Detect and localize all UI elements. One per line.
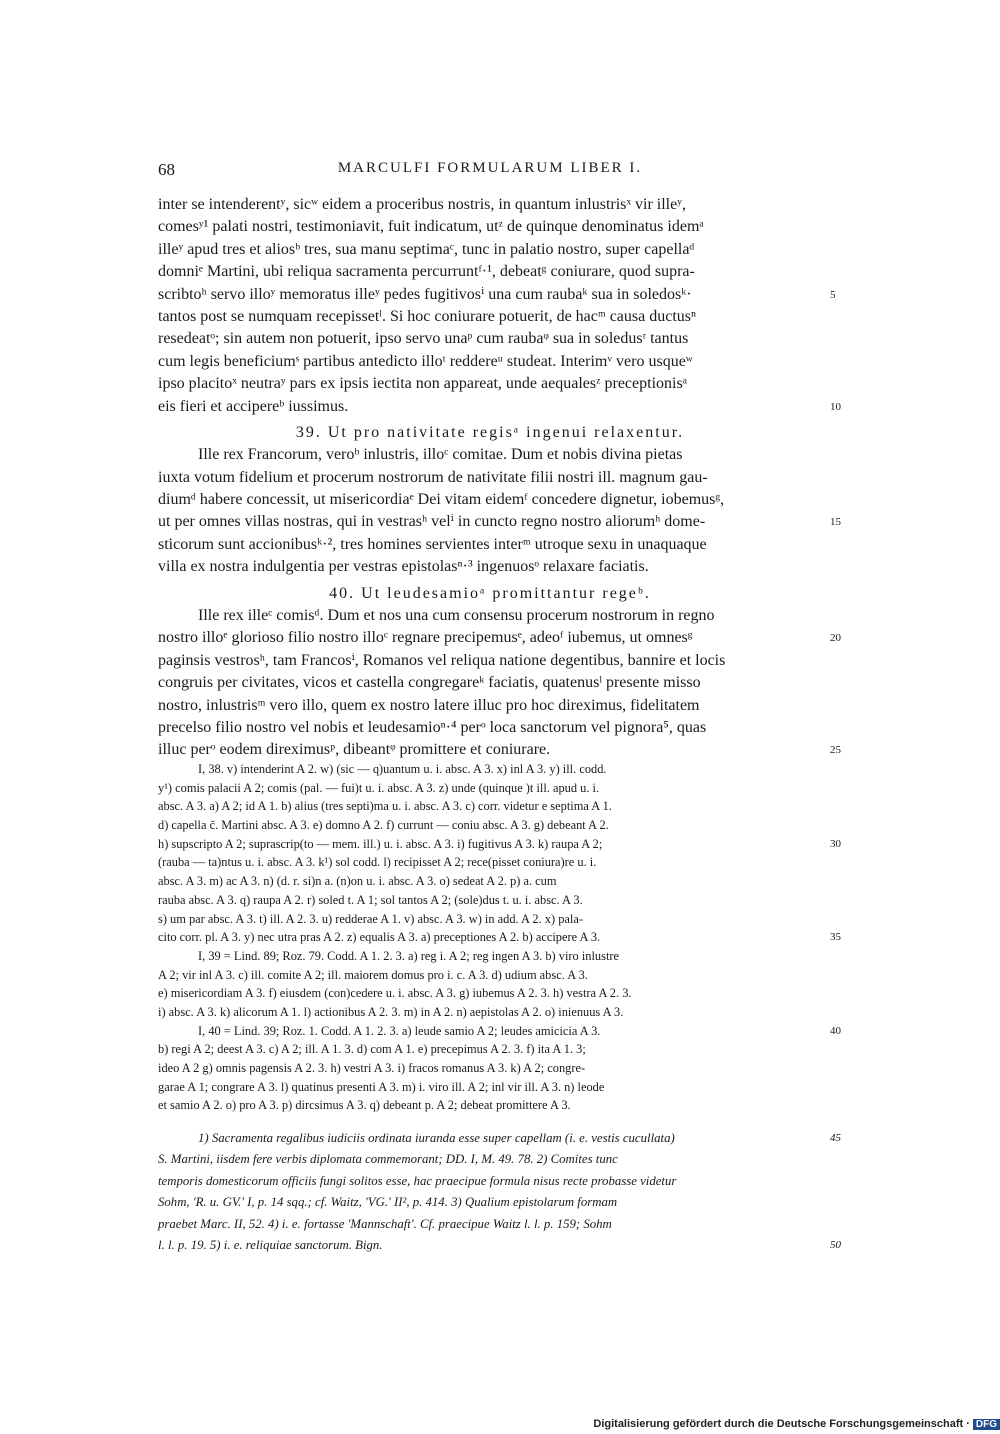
text-line (158, 1128, 841, 1149)
text-line (158, 627, 841, 649)
section-40-body (158, 605, 841, 762)
line-text: illeʸ apud tres et aliosᵇ tres, sua manu septimaᶜ, tunc in palatio nostro, super capellaᵈ (158, 240, 695, 258)
text-line (158, 853, 822, 872)
text-line (158, 444, 822, 466)
critical-apparatus (158, 760, 841, 1115)
line-text: b) regi A 2; deest A 3. c) A 2; ill. A 1. 3. d) com A 1. e) precepimus A 2. 3. f) ita A 1. 3; (158, 1042, 586, 1057)
text-line (158, 891, 822, 910)
line-text: comesʸ¹ palati nostri, testimoniavit, fuit indicatum, utᶻ de quinque denominatus idemᵃ (158, 218, 704, 236)
line-text: y¹) comis palacii A 2; comis (pal. — fui)t u. i. absc. A 3. z) unde (quinque )t ill. apud u. i. (158, 780, 600, 795)
line-text: inter se intenderentʸ, sicʷ eidem a proceribus nostris, in quantum inlustrisˣ vir illeʸ, (158, 196, 686, 213)
running-head: MARCULFI FORMULARUM LIBER I. (337, 160, 643, 176)
text-line (158, 928, 841, 947)
line-text: ideo A 2 g) omnis pagensis A 2. 3. h) vestri A 3. i) fracos romanus A 3. k) A 2; congre- (158, 1061, 586, 1075)
line-text: Sohm, 'R. u. GV.' I, p. 14 sqq.; cf. Waitz, 'VG.' II², p. 414. 3) Qualium epistolarum formam (158, 1195, 618, 1210)
line-text: paginsis vestrosʰ, tam Francosⁱ, Romanos vel reliqua natione degentibus, bannire et locis (158, 651, 726, 669)
line-text: ut per omnes villas nostras, qui in vestrasʰ velⁱ in cuncto regno nostro aliorumʰ dome- (158, 513, 706, 531)
text-line (158, 797, 822, 816)
line-text: cito corr. pl. A 3. y) nec utra pras A 2. z) equalis A 3. a) preceptiones A 2. b) accipere A 3. (158, 930, 601, 945)
text-line (158, 194, 822, 216)
line-text: et samio A 2. o) pro A 3. p) dircsimus A 3. q) debeant p. A 2; debeat promittere A 3. (158, 1098, 571, 1113)
line-number: 30 (830, 837, 841, 850)
line-number: 5 (830, 288, 836, 301)
line-text: diumᵈ habere concessit, ut misericordiaᵉ Dei vitam eidemᶠ concedere dignetur, iobemusᵍ, (158, 491, 725, 509)
text-line (158, 467, 822, 489)
text-line (158, 261, 822, 283)
text-line (158, 489, 822, 511)
text-line (158, 216, 822, 238)
text-line (158, 1078, 822, 1097)
line-text: nostro, inlustrisᵐ vero illo, quem ex nostro latere illuc pro hoc direximus, fidelitatem (158, 696, 700, 714)
section-40-title: 40. Ut leudesamioᵃ promittantur regeᵇ. (329, 584, 651, 602)
line-text: l. l. p. 19. 5) i. e. reliquiae sanctorum. Bign. (158, 1237, 383, 1252)
page-number: 68 (158, 160, 175, 179)
line-number: 35 (830, 931, 841, 944)
dfg-logo: DFG (973, 1419, 1000, 1430)
line-number: 15 (830, 516, 841, 529)
text-line (158, 1235, 841, 1256)
line-text: i) absc. A 3. k) alicorum A 1. l) actionibus A 2. 3. m) in A 2. n) aepistolas A 2. o) inienuus A 3. (158, 1004, 624, 1019)
line-text: d) capella č. Martini absc. A 3. e) domno A 2. f) currunt — coniu absc. A 3. g) debeant A 2. (158, 818, 609, 833)
line-text: absc. A 3. a) A 2; id A 1. b) alius (tres septi)ma u. i. absc. A 3. c) corr. videtur e septima A 1. (158, 799, 612, 814)
text-line (158, 695, 822, 717)
text-line (158, 1022, 841, 1041)
line-text: garae A 1; congrare A 3. l) quatinus presenti A 3. m) i. viro ill. A 2; inl vir ill. A 3. n) leode (158, 1079, 605, 1094)
line-text: S. Martini, iisdem fere verbis diplomata commemorant; DD. I, M. 49. 78. 2) Comites tunc (158, 1152, 618, 1167)
footnotes (158, 1128, 841, 1256)
section-40-title-line (158, 583, 822, 605)
line-text: temporis domesticorum officiis fungi solitos esse, hac praecipue formula nisus recte probasse videtur (158, 1173, 677, 1188)
text-line (158, 672, 822, 694)
text-line (158, 947, 822, 966)
section-39-body (158, 444, 841, 578)
line-text: h) supscripto A 2; suprascrip(to — mem. ill.) u. i. absc. A 3. i) fugitivus A 3. k) raupa A 2; (158, 836, 603, 851)
line-text: s) um par absc. A 3. t) ill. A 2. 3. u) redderae A 1. v) absc. A 3. w) in add. A 2. x) pala- (158, 911, 583, 926)
text-line (158, 556, 822, 578)
text-line (158, 1040, 822, 1059)
text-line (158, 966, 822, 985)
text-line (158, 1096, 822, 1115)
line-text: eis fieri et accipereᵇ iussimus. (158, 397, 349, 415)
line-text: rauba absc. A 3. q) raupa A 2. r) soled t. A 1; sol tantos A 2; (sole)dus t. u. i. absc. A 3. (158, 892, 583, 907)
line-text: congruis per civitates, vicos et castella congregareᵏ faciatis, quatenusˡ presente misso (158, 674, 701, 692)
text-line (158, 1059, 822, 1078)
line-text: (rauba — ta)ntus u. i. absc. A 3. k¹) sol codd. l) recipisset A 2; rece(pisset coniura)re u. i. (158, 855, 597, 870)
line-text: I, 38. v) intenderint A 2. w) (sic — q)uantum u. i. absc. A 3. x) inl A 3. y) ill. codd. (198, 762, 607, 776)
line-number: 20 (830, 632, 841, 645)
line-text: domniᵉ Martini, ubi reliqua sacramenta percurruntᶠ·¹, debeatᵍ coniurare, quod supra- (158, 263, 695, 281)
section-39-title-line (158, 422, 822, 444)
section-39-title: 39. Ut pro nativitate regisᵃ ingenui relaxentur. (295, 423, 685, 441)
line-text: I, 39 = Lind. 89; Roz. 79. Codd. A 1. 2. 3. a) reg i. A 2; reg ingen A 3. b) viro inlustre (198, 948, 620, 963)
page-footer (560, 1418, 1000, 1434)
line-text: I, 40 = Lind. 39; Roz. 1. Codd. A 1. 2. 3. a) leude samio A 2; leudes amicicia A 3. (198, 1023, 601, 1038)
line-number: 10 (830, 400, 841, 413)
text-line (158, 779, 822, 798)
text-line (158, 717, 822, 739)
text-line (158, 1214, 822, 1235)
line-text: e) misericordiam A 3. f) eiusdem (con)cedere u. i. absc. A 3. g) iubemus A 2. 3. h) vestra A 2. 3. (158, 986, 632, 1001)
line-text: illuc perᵒ eodem direximusᵖ, dibeantᵠ promittere et coniurare. (158, 741, 551, 759)
text-line (158, 1192, 822, 1213)
line-number: 45 (830, 1132, 841, 1144)
text-line (158, 605, 822, 627)
line-text: iuxta votum fidelium et procerum nostrorum de nativitate filii nostri ill. magnum gau- (158, 468, 708, 486)
text-line (158, 1171, 822, 1192)
main-text (158, 194, 841, 762)
line-text: scribtoʰ servo illoʸ memoratus illeʸ pedes fugitivosⁱ una cum raubaᵏ sua in soledosᵏ· (158, 285, 692, 303)
text-line (158, 650, 822, 672)
line-text: sticorum sunt accionibusᵏ·², tres homines servientes interᵐ utroque sexu in unaquaque (158, 535, 707, 553)
line-text: precelso filio nostro vel nobis et leudesamioⁿ·⁴ perᵒ loca sanctorum vel pignora⁵, quas (158, 718, 707, 736)
text-line (158, 284, 836, 306)
text-line (158, 835, 841, 854)
line-text: Ille rex Francorum, veroᵇ inlustris, illoᶜ comitae. Dum et nobis divina pietas (198, 446, 683, 464)
line-text: A 2; vir inl A 3. c) ill. comite A 2; ill. maiorem domus pro i. c. A 3. d) udium absc. A 3. (158, 967, 588, 982)
text-line (158, 872, 822, 891)
text-line (158, 373, 822, 395)
text-line (158, 396, 841, 418)
line-number: 25 (830, 744, 841, 757)
text-line (158, 534, 822, 556)
line-text: ipso placitoˣ neutraʸ pars ex ipsis iectita non appareat, unde aequalesᶻ preceptionisᵃ (158, 375, 688, 393)
line-text: tantos post se numquam recepissetˡ. Si hoc coniurare potuerit, de hacᵐ causa ductusⁿ (158, 307, 697, 325)
text-line (158, 351, 822, 373)
line-number: 50 (830, 1238, 841, 1251)
line-number: 40 (830, 1024, 841, 1037)
text-line (158, 239, 822, 261)
line-text: praebet Marc. II, 52. 4) i. e. fortasse 'Mannschaft'. Cf. praecipue Waitz l. l. p. 159; Sohm (158, 1216, 612, 1231)
text-line (158, 910, 822, 929)
formula-38-continuation (158, 194, 841, 418)
line-text: resedeatᵒ; sin autem non potuerit, ipso servo unaᵖ cum raubaᵠ sua in soledusʳ tantus (158, 330, 689, 348)
text-line (158, 739, 841, 761)
text-line (158, 328, 822, 350)
text-line (158, 816, 822, 835)
line-text: nostro illoᵉ glorioso filio nostro illoᶜ regnare precipemusᵉ, adeoᶠ iubemus, ut omnesᵍ (158, 629, 693, 647)
line-text: villa ex nostra indulgentia per vestras epistolasⁿ·³ ingenuosᵒ relaxare faciatis. (158, 558, 649, 576)
line-text: cum legis beneficiumˢ partibus antedicto illoᵗ reddereᵘ studeat. Interimᵛ vero usqueʷ (158, 352, 693, 370)
line-text: Ille rex illeᶜ comisᵈ. Dum et nos una cum consensu procerum nostrorum in regno (198, 607, 715, 625)
page-header (158, 160, 822, 184)
text-line (158, 1149, 822, 1170)
text-line (158, 306, 822, 328)
line-text: 1) Sacramenta regalibus iudiciis ordinata iuranda esse super capellam (i. e. vestis cucullata) (198, 1131, 675, 1145)
text-line (158, 760, 822, 779)
text-line (158, 1003, 822, 1022)
line-text: absc. A 3. m) ac A 3. n) (d. r. si)n a. (n)on u. i. absc. A 3. o) sedeat A 2. p) a. cum (158, 874, 557, 889)
text-line (158, 511, 841, 533)
text-line (158, 984, 822, 1003)
footer-text: Digitalisierung gefördert durch die Deutsche Forschungsgemeinschaft · (593, 1418, 970, 1430)
